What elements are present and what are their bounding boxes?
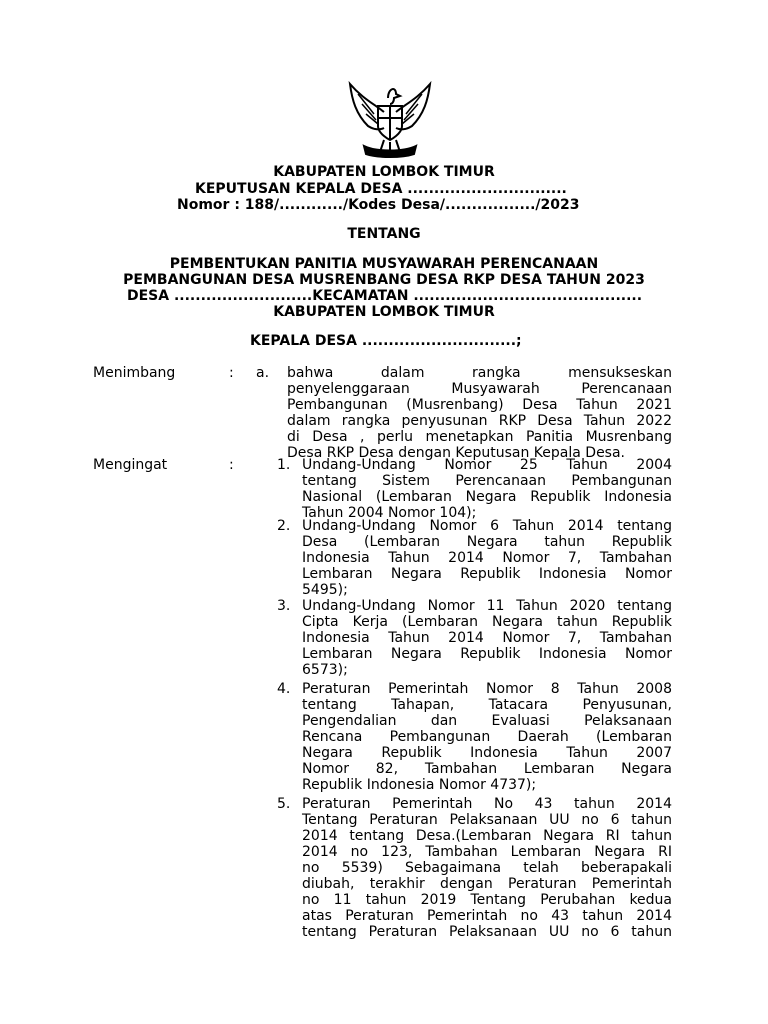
mengingat-item-3 xyxy=(302,598,672,678)
paragraph-line: 2014 tentang Desa.(Lembaran Negara RI tahun xyxy=(302,828,672,844)
paragraph-line: 2014 no 123, Tambahan Lembaran Negara RI xyxy=(302,844,672,860)
menimbang-label: Menimbang xyxy=(93,365,176,381)
paragraph-line: 5495); xyxy=(302,582,348,598)
paragraph-line: Tentang Peraturan Pelaksanaan UU no 6 tahun xyxy=(302,812,672,828)
paragraph-line: Nomor 82, Tambahan Lembaran Negara xyxy=(302,761,672,777)
menimbang-marker: a. xyxy=(256,365,270,381)
mengingat-label: Mengingat xyxy=(93,457,168,473)
decree-heading: KEPUTUSAN KEPALA DESA .............................. xyxy=(195,181,567,197)
paragraph-line: Cipta Kerja (Lembaran Negara tahun Republik xyxy=(302,614,672,630)
mengingat-colon: : xyxy=(229,457,234,473)
menimbang-colon: : xyxy=(229,365,234,381)
paragraph-line: Negara Republik Indonesia Tahun 2007 xyxy=(302,745,672,761)
paragraph-line: Pengendalian dan Evaluasi Pelaksanaan xyxy=(302,713,672,729)
paragraph-line: Lembaran Negara Republik Indonesia Nomor xyxy=(302,566,672,582)
paragraph-line: diubah, terakhir dengan Peraturan Pemerintah xyxy=(302,876,672,892)
paragraph-line: tentang Tahapan, Tatacara Penyusunan, xyxy=(302,697,672,713)
paragraph-line: tentang Sistem Perencanaan Pembangunan xyxy=(302,473,672,489)
paragraph-line: Indonesia Tahun 2014 Nomor 7, Tambahan xyxy=(302,630,672,646)
menimbang-paragraph xyxy=(287,365,672,461)
paragraph-line: Desa RKP Desa dengan Keputusan Kepala Desa. xyxy=(287,445,626,461)
paragraph-line: Peraturan Pemerintah No 43 tahun 2014 xyxy=(302,796,672,812)
paragraph-line: Desa (Lembaran Negara tahun Republik xyxy=(302,534,672,550)
paragraph-line: Undang-Undang Nomor 11 Tahun 2020 tentang xyxy=(302,598,672,614)
paragraph-line: di Desa , perlu menetapkan Panitia Musrenbang xyxy=(287,429,672,445)
decree-title-line-4: KABUPATEN LOMBOK TIMUR xyxy=(273,304,495,320)
paragraph-line: tentang Peraturan Pelaksanaan UU no 6 tahun xyxy=(302,924,672,940)
paragraph-line: no 5539) Sebagaimana telah beberapakali xyxy=(302,860,672,876)
paragraph-line: Republik Indonesia Nomor 4737); xyxy=(302,777,537,793)
garuda-emblem-icon xyxy=(344,74,436,158)
paragraph-line: penyelenggaraan Musyawarah Perencanaan xyxy=(287,381,672,397)
paragraph-line: Indonesia Tahun 2014 Nomor 7, Tambahan xyxy=(302,550,672,566)
list-item-marker: 4. xyxy=(277,681,291,697)
mengingat-item-1 xyxy=(302,457,672,521)
mengingat-item-4 xyxy=(302,681,672,793)
paragraph-line: Undang-Undang Nomor 6 Tahun 2014 tentang xyxy=(302,518,672,534)
decree-number: Nomor : 188/............/Kodes Desa/................./2023 xyxy=(177,197,580,213)
tentang-heading: TENTANG xyxy=(347,226,421,242)
paragraph-line: atas Peraturan Pemerintah no 43 tahun 2014 xyxy=(302,908,672,924)
list-item-marker: 2. xyxy=(277,518,291,534)
mengingat-item-5 xyxy=(302,796,672,940)
list-item-marker: 3. xyxy=(277,598,291,614)
list-item-marker: 1. xyxy=(277,457,291,473)
regency-heading: KABUPATEN LOMBOK TIMUR xyxy=(273,164,495,180)
paragraph-line: 6573); xyxy=(302,662,348,678)
paragraph-line: Rencana Pembangunan Daerah (Lembaran xyxy=(302,729,672,745)
mengingat-item-2 xyxy=(302,518,672,598)
kepala-desa-heading: KEPALA DESA .............................; xyxy=(250,333,522,349)
paragraph-line: Lembaran Negara Republik Indonesia Nomor xyxy=(302,646,672,662)
paragraph-line: no 11 tahun 2019 Tentang Perubahan kedua xyxy=(302,892,672,908)
decree-title-line-2: PEMBANGUNAN DESA MUSRENBANG DESA RKP DESA TAHUN 2023 xyxy=(123,272,645,288)
list-item-marker: 5. xyxy=(277,796,291,812)
paragraph-line: Pembangunan (Musrenbang) Desa Tahun 2021 xyxy=(287,397,672,413)
decree-title-line-3: DESA ..........................KECAMATAN ........................................... xyxy=(127,288,643,304)
paragraph-line: Peraturan Pemerintah Nomor 8 Tahun 2008 xyxy=(302,681,672,697)
paragraph-line: bahwa dalam rangka mensukseskan xyxy=(287,365,672,381)
decree-title-line-1: PEMBENTUKAN PANITIA MUSYAWARAH PERENCANAAN xyxy=(169,256,599,272)
paragraph-line: dalam rangka penyusunan RKP Desa Tahun 2022 xyxy=(287,413,672,429)
paragraph-line: Nasional (Lembaran Negara Republik Indonesia xyxy=(302,489,672,505)
paragraph-line: Undang-Undang Nomor 25 Tahun 2004 xyxy=(302,457,672,473)
paragraph-line: Tahun 2004 Nomor 104); xyxy=(302,505,477,521)
